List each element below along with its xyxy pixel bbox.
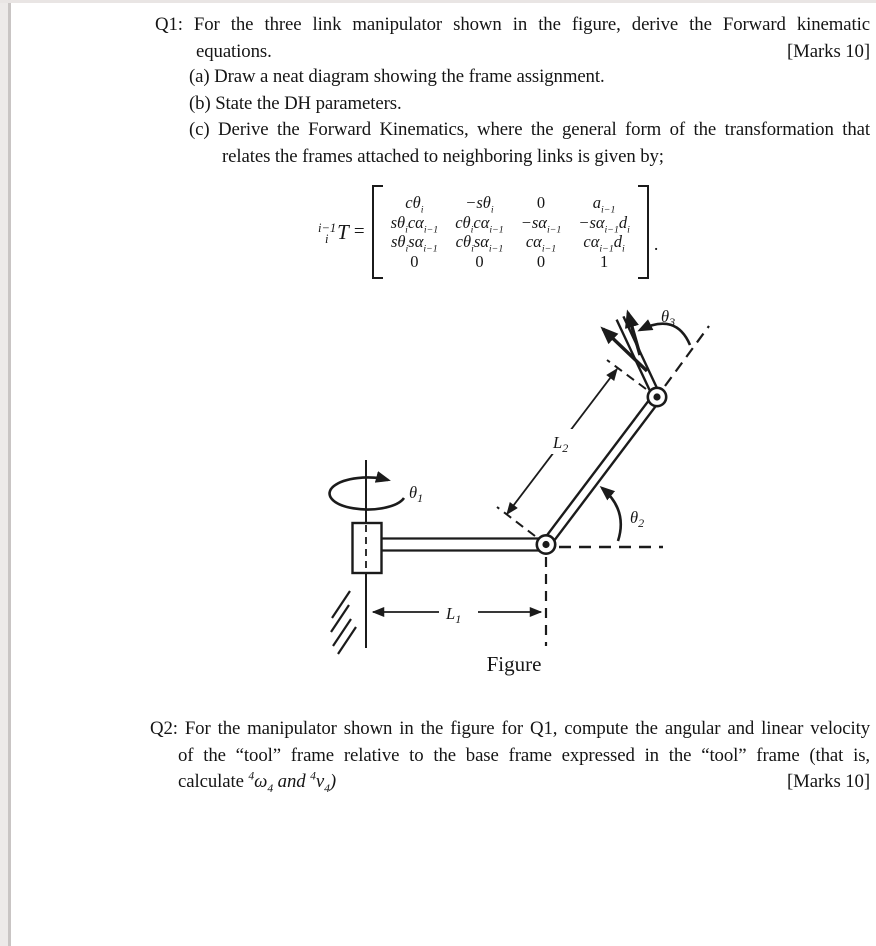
matrix-cell: $s\theta_is\alpha_{i-1}$ (391, 232, 438, 255)
theta3-angle-arrow (640, 324, 690, 345)
dh-matrix (383, 190, 638, 274)
joint3-center-dot (653, 393, 660, 400)
transform-symbol: T (337, 219, 349, 244)
matrix-cell: $-s\alpha_{i-1}$ (520, 212, 562, 235)
omega-term: $^4\omega_4$ (248, 769, 274, 795)
q1-line-1: Q1: For the three link manipulator shown in the figure, derive the Forward kinematic (155, 14, 870, 35)
matrix-cell: 1 (599, 251, 609, 271)
matrix-cell: $c\theta_is\alpha_{i-1}$ (455, 232, 504, 255)
theta3-label: $\theta_3$ (661, 307, 676, 329)
q1-equations-text: equations. (196, 41, 272, 62)
left-edge-line (8, 0, 11, 946)
l2-label: $L_2$ (553, 433, 569, 455)
dh-transformation-equation (318, 181, 658, 283)
q2-line-1: Q2: For the manipulator shown in the figure for Q1, compute the angular and linear velocity (150, 718, 870, 739)
and-word: and (273, 771, 311, 792)
matrix-cell: $-s\theta_i$ (465, 193, 494, 216)
subscript-i: i (325, 232, 329, 246)
manipulator-figure (315, 292, 725, 692)
theta2-angle-arrow (602, 488, 621, 541)
base-block (353, 523, 382, 573)
matrix-cell: $-s\alpha_{i-1}d_i$ (578, 212, 630, 235)
matrix-cell: $c\theta_i$ (405, 193, 424, 216)
equals-sign: = (353, 221, 365, 242)
matrix-cell: 0 (536, 251, 546, 271)
matrix-cell: 0 (410, 251, 419, 271)
l1-label: $L_1$ (446, 604, 462, 626)
hatch-line (338, 627, 356, 654)
matrix-left-bracket (372, 185, 383, 279)
matrix-cell: $s\theta_ic\alpha_{i-1}$ (390, 212, 439, 235)
q2-line-3 (178, 769, 870, 795)
q1-item-b: (b) State the DH parameters. (189, 93, 402, 114)
ground-hatching (331, 591, 356, 654)
matrix-cell: $c\theta_ic\alpha_{i-1}$ (455, 212, 504, 235)
top-edge-line (0, 0, 876, 3)
q1-marks-badge: [Marks 10] (787, 41, 870, 62)
l2-extension-dash-lower (497, 507, 535, 536)
calculate-word: calculate (178, 771, 249, 792)
theta3-reference-dashed-line (665, 326, 709, 386)
q1-item-c-continuation: relates the frames attached to neighboring links is given by; (222, 146, 664, 167)
equation-period: . (653, 233, 659, 254)
superscript-i-minus-1: i−1 (318, 221, 337, 235)
matrix-cell: $c\alpha_{i-1}d_i$ (583, 232, 625, 255)
q1-item-a: (a) Draw a neat diagram showing the frame assignment. (189, 66, 605, 87)
q2-calculate-expression (178, 769, 336, 795)
q1-item-c: (c) Derive the Forward Kinematics, where the general form of the transformation that (189, 119, 870, 140)
matrix-cell: $c\alpha_{i-1}$ (525, 232, 557, 255)
transform-presuperscript (318, 223, 336, 245)
v-term: $^4v_4$) (310, 769, 337, 795)
q1-line-2 (196, 39, 870, 65)
q2-line-2: of the “tool” frame relative to the base frame expressed in the “tool” frame (that is, (178, 745, 870, 766)
matrix-cell: 0 (475, 251, 484, 271)
figure-caption: Figure (486, 652, 542, 676)
matrix-cell: $a_{i-1}$ (592, 193, 616, 216)
matrix-right-bracket (638, 185, 649, 279)
left-edge-strip (0, 0, 8, 946)
theta2-label: $\theta_2$ (630, 508, 645, 530)
hatch-line (332, 591, 350, 618)
theta1-label: $\theta_1$ (409, 483, 424, 505)
joint2-center-dot (542, 541, 549, 548)
matrix-cell: 0 (536, 193, 546, 212)
q2-marks-badge: [Marks 10] (787, 771, 870, 792)
